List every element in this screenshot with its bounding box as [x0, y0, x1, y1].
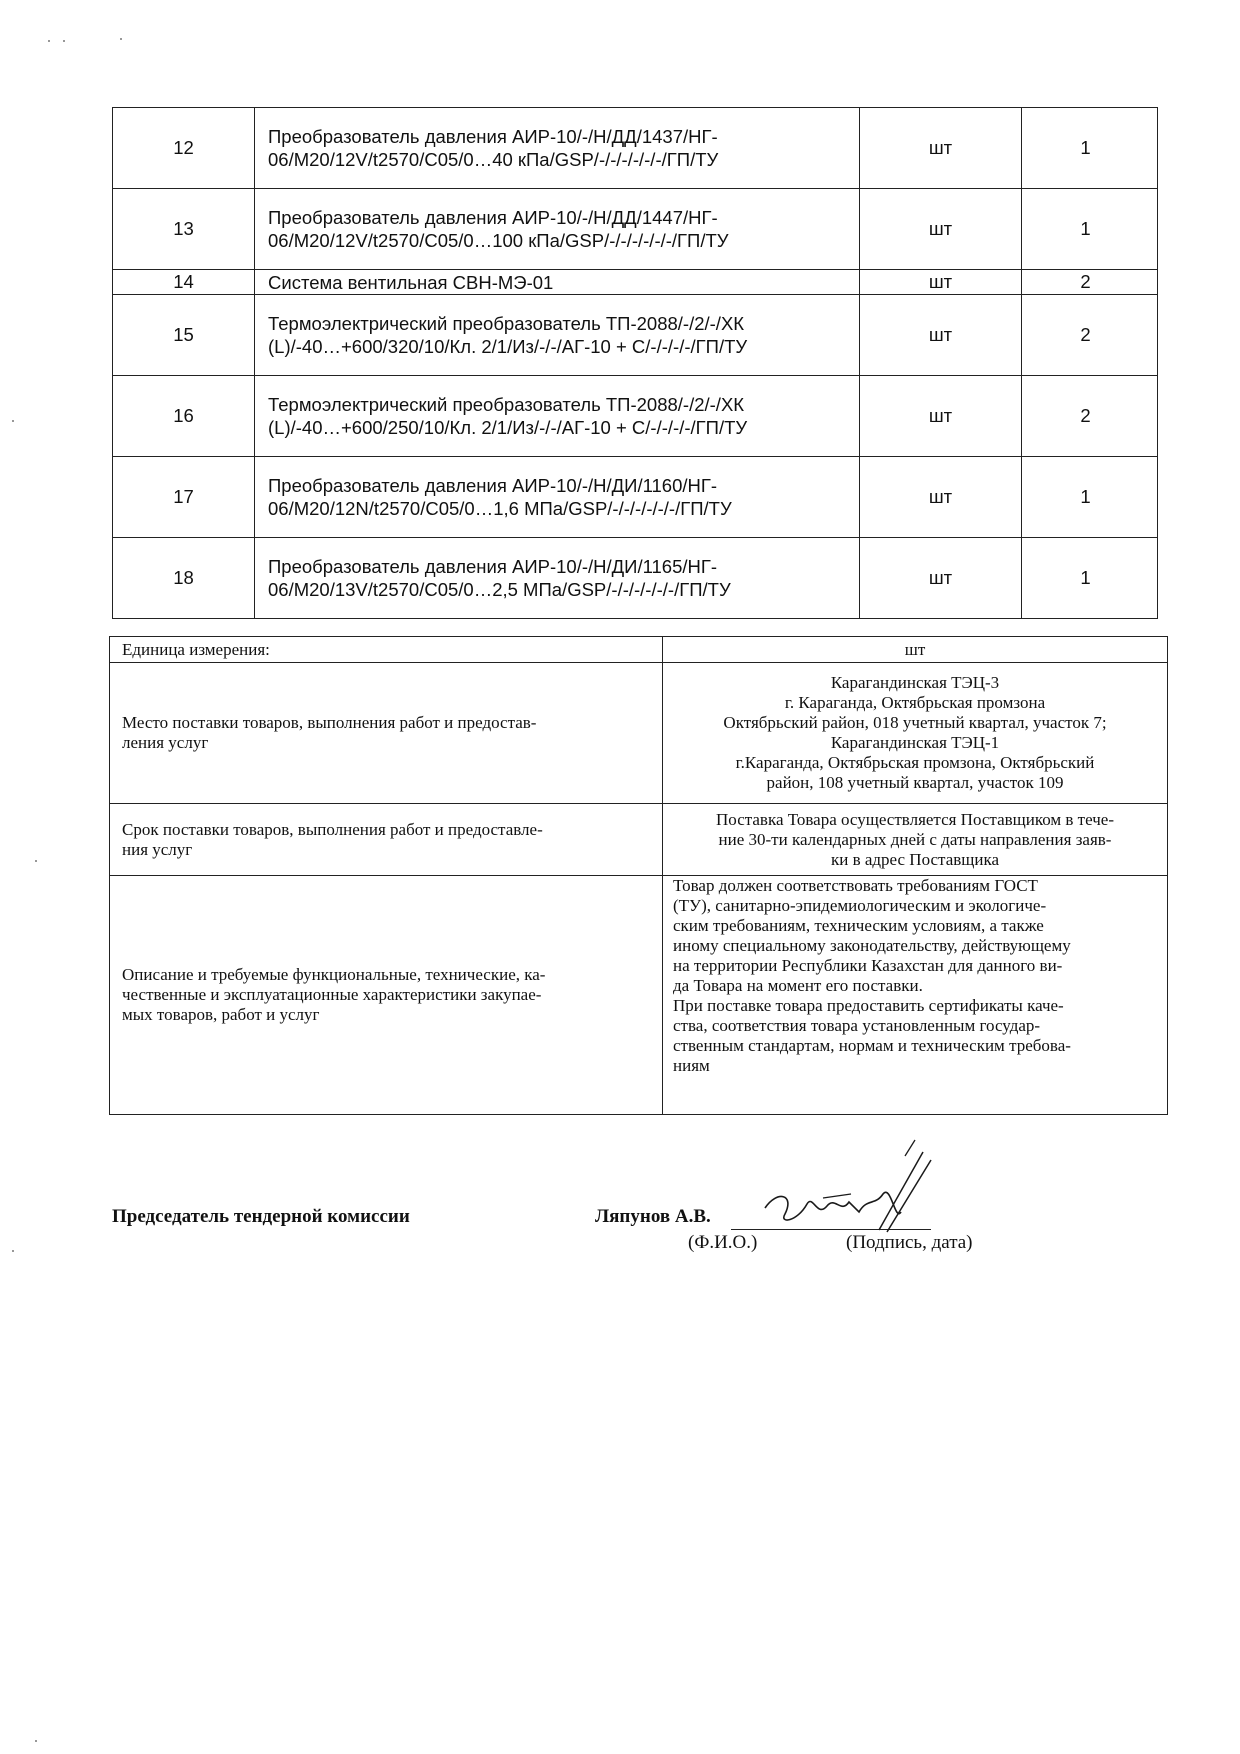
- signatory-name: Ляпунов А.В.: [595, 1206, 711, 1227]
- handwritten-signature: [755, 1138, 945, 1238]
- commission-chair-title: Председатель тендерной комиссии: [112, 1206, 410, 1227]
- item-number: 18: [113, 538, 255, 619]
- item-number: 12: [113, 108, 255, 189]
- item-quantity: 1: [1022, 538, 1158, 619]
- item-number: 15: [113, 295, 255, 376]
- scan-speck: [12, 1250, 14, 1252]
- table-row: [113, 189, 1175, 270]
- delivery-place-value: Карагандинская ТЭЦ-3 г. Караганда, Октябрьская промзона Октябрьский район, 018 учетный квартал, участок 7; Карагандинская ТЭЦ-1 г.Караганда, Октябрьская промзона, Октябрьский район, 108 учетный квартал, участок 109: [663, 663, 1168, 804]
- procurement-info-table: [109, 636, 1168, 1115]
- signature-caption: (Подпись, дата): [846, 1232, 973, 1253]
- scan-speck: [48, 40, 50, 42]
- fio-caption: (Ф.И.О.): [688, 1232, 758, 1253]
- items-table: [112, 107, 1175, 619]
- unit-label: Единица измерения:: [110, 637, 663, 663]
- item-quantity: 2: [1022, 270, 1158, 295]
- description-label: Описание и требуемые функциональные, технические, ка- чественные и эксплуатационные характеристики закупае- мых товаров, работ и услуг: [110, 876, 663, 1115]
- delivery-term-label: Срок поставки товаров, выполнения работ и предоставле- ния услуг: [110, 804, 663, 876]
- item-quantity: 1: [1022, 108, 1158, 189]
- table-row: [113, 295, 1175, 376]
- item-quantity: 2: [1022, 376, 1158, 457]
- item-name: Преобразователь давления АИР-10/-/Н/ДИ/1160/НГ- 06/М20/12N/t2570/С05/0…1,6 МПа/GSP/-/-/-/-/-/-/ГП/ТУ: [255, 457, 860, 538]
- item-number: 13: [113, 189, 255, 270]
- item-number: 17: [113, 457, 255, 538]
- item-unit: шт: [860, 376, 1022, 457]
- scan-speck: [63, 40, 65, 42]
- unit-value: шт: [663, 637, 1168, 663]
- item-name: Термоэлектрический преобразователь ТП-2088/-/2/-/ХК (L)/-40…+600/250/10/Кл. 2/1/Из/-/-/АГ-10 + С/-/-/-/-/ГП/ТУ: [255, 376, 860, 457]
- table-row: [113, 457, 1175, 538]
- item-quantity: 1: [1022, 189, 1158, 270]
- description-row: [110, 876, 1168, 1115]
- item-number: 16: [113, 376, 255, 457]
- scan-speck: [120, 38, 122, 40]
- item-unit: шт: [860, 108, 1022, 189]
- item-name: Преобразователь давления АИР-10/-/Н/ДД/1437/НГ- 06/М20/12V/t2570/С05/0…40 кПа/GSP/-/-/-/-/-/-/ГП/ТУ: [255, 108, 860, 189]
- item-name: Преобразователь давления АИР-10/-/Н/ДД/1447/НГ- 06/М20/12V/t2570/С05/0…100 кПа/GSP/-/-/-/-/-/-/ГП/ТУ: [255, 189, 860, 270]
- item-number: 14: [113, 270, 255, 295]
- delivery-term-value: Поставка Товара осуществляется Поставщиком в тече- ние 30-ти календарных дней с даты направления заяв- ки в адрес Поставщика: [663, 804, 1168, 876]
- item-name: Система вентильная СВН-МЭ-01: [255, 270, 860, 295]
- delivery-place-label: Место поставки товаров, выполнения работ и предостав- ления услуг: [110, 663, 663, 804]
- scan-speck: [12, 420, 14, 422]
- scan-speck: [35, 1740, 37, 1742]
- item-unit: шт: [860, 295, 1022, 376]
- table-row: [113, 108, 1175, 189]
- unit-row: [110, 637, 1168, 663]
- item-unit: шт: [860, 457, 1022, 538]
- item-unit: шт: [860, 189, 1022, 270]
- item-unit: шт: [860, 538, 1022, 619]
- delivery-term-row: [110, 804, 1168, 876]
- item-name: Преобразователь давления АИР-10/-/Н/ДИ/1165/НГ- 06/М20/13V/t2570/С05/0…2,5 МПа/GSP/-/-/-/-/-/-/ГП/ТУ: [255, 538, 860, 619]
- item-name: Термоэлектрический преобразователь ТП-2088/-/2/-/ХК (L)/-40…+600/320/10/Кл. 2/1/Из/-/-/АГ-10 + С/-/-/-/-/ГП/ТУ: [255, 295, 860, 376]
- item-quantity: 1: [1022, 457, 1158, 538]
- item-quantity: 2: [1022, 295, 1158, 376]
- delivery-place-row: [110, 663, 1168, 804]
- table-row: [113, 376, 1175, 457]
- description-value: Товар должен соответствовать требованиям ГОСТ (ТУ), санитарно-эпидемиологическим и экологиче- ским требованиям, техническим условиям, а также иному специальному законодательству, действующему на территории Республики Казахстан для данного ви- да Товара на момент его поставки. При поставке товара предоставить сертификаты каче- ства, соответствия товара установленным государ- ственным стандартам, нормам и техническим требова- ниям: [663, 876, 1168, 1115]
- scan-speck: [35, 860, 37, 862]
- table-row: [113, 270, 1175, 295]
- item-unit: шт: [860, 270, 1022, 295]
- table-row: [113, 538, 1175, 619]
